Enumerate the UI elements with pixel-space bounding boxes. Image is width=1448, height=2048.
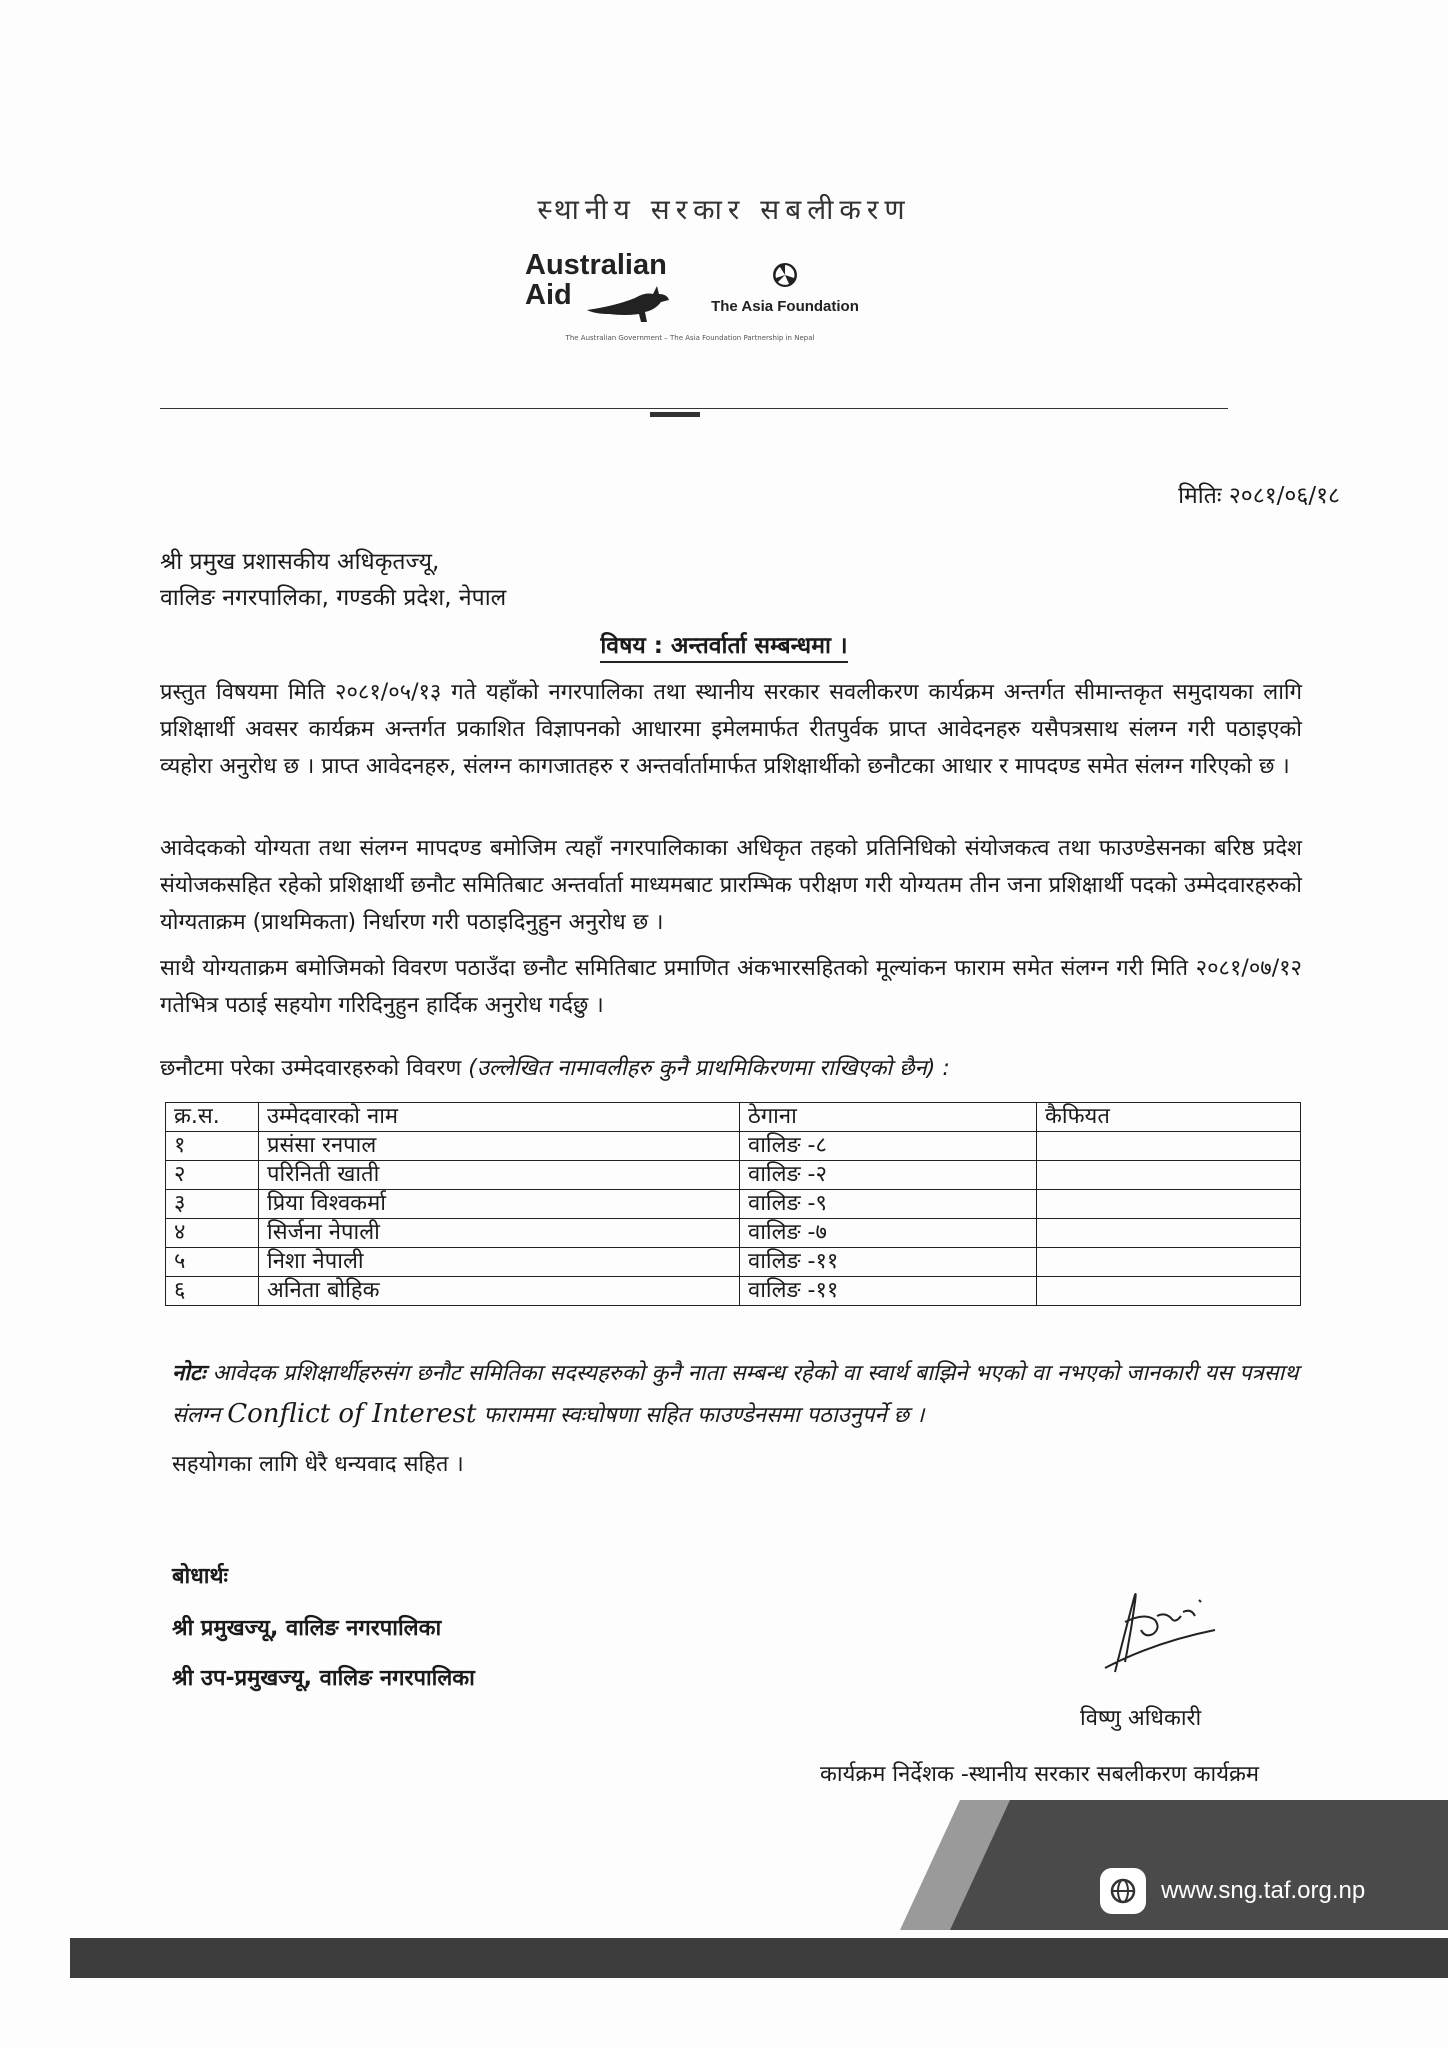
recipient-block — [160, 544, 506, 616]
cc-heading: बोधार्थः — [172, 1564, 228, 1589]
header-divider — [160, 408, 1228, 409]
handwritten-signature — [1095, 1572, 1225, 1682]
candidates-table — [165, 1102, 1301, 1306]
note-label: नोटः — [172, 1361, 206, 1386]
signer-title: कार्यक्रम निर्देशक -स्थानीय सरकार सबलीकरण कार्यक्रम — [820, 1762, 1260, 1787]
footer-band — [0, 1800, 1448, 2048]
cell-address: वालिङ -२ — [740, 1161, 1037, 1190]
cell-remarks — [1037, 1132, 1301, 1161]
table-row — [166, 1190, 1301, 1219]
footer-website-url[interactable]: www.sng.taf.org.np — [1161, 1877, 1366, 1904]
footer-website — [1100, 1868, 1365, 1920]
table-intro — [160, 1052, 950, 1082]
cc-line-1: श्री प्रमुखज्यू, वालिङ नगरपालिका — [172, 1616, 442, 1641]
header-remarks: कैफियत — [1037, 1103, 1301, 1132]
letter-date: मितिः २०८१/०६/१८ — [1178, 483, 1340, 509]
letterhead-title: स्थानीय सरकार सबलीकरण — [537, 193, 911, 226]
cell-address: वालिङ -९ — [740, 1190, 1037, 1219]
thanks-line: सहयोगका लागि धेरै धन्यवाद सहित । — [172, 1452, 464, 1477]
note-block — [172, 1354, 1302, 1436]
table-intro-main: छनौटमा परेका उम्मेदवारहरुको विवरण — [160, 1056, 462, 1081]
table-intro-note: (उल्लेखित नामावलीहरु कुनै प्राथमिकिरणमा राखिएको छैन) : — [468, 1056, 950, 1081]
cell-remarks — [1037, 1219, 1301, 1248]
subject-line — [0, 628, 1448, 660]
note-text-1: आवेदक प्रशिक्षार्थीहरुसंग छनौट समितिका सदस्यहरुको कुनै नाता सम्बन्ध रहेको वा स्वार्थ बाझिने भएको वा नभएको जानकारी यस पत्रसाथ संलग्न — [172, 1361, 1299, 1428]
logo-aa-line1: Australian — [525, 249, 667, 281]
cell-name: निशा नेपाली — [259, 1248, 740, 1277]
australian-aid-logo — [525, 250, 705, 330]
logo-aa-line2: Aid — [525, 279, 572, 311]
conflict-of-interest-text: Conflict of Interest — [227, 1399, 477, 1429]
globe-icon — [1100, 1868, 1146, 1914]
cell-name: प्रिया विश्वकर्मा — [259, 1190, 740, 1219]
cell-name: सिर्जना नेपाली — [259, 1219, 740, 1248]
header-divider-mark — [650, 412, 700, 417]
table-row — [166, 1277, 1301, 1306]
signer-name: विष्णु अधिकारी — [1080, 1706, 1202, 1731]
body-paragraph-2: आवेदकको योग्यता तथा संलग्न मापदण्ड बमोजिम त्यहाँ नगरपालिकाका अधिकृत तहको प्रतिनिधिको संयोजकत्व तथा फाउण्डेसनका बरिष्ठ प्रदेश संयोजकसहित रहेको प्रशिक्षार्थी छनौट समितिबाट अन्तर्वार्ता माध्यमबाट प्रारम्भिक परीक्षण गरी योग्यतम तीन जना प्रशिक्षार्थी पदको उम्मेदवारहरुको योग्यताक्रम (प्राथमिकता) निर्धारण गरी पठाइदिनुहुन अनुरोध छ । — [160, 836, 1302, 935]
cell-name: प्रसंसा रनपाल — [259, 1132, 740, 1161]
cell-remarks — [1037, 1248, 1301, 1277]
note-text-2: फाराममा स्वःघोषणा सहित फाउण्डेनसमा पठाउनुपर्ने छ । — [483, 1403, 925, 1428]
cell-address: वालिङ -११ — [740, 1248, 1037, 1277]
table-row — [166, 1132, 1301, 1161]
cell-serial: ४ — [166, 1219, 259, 1248]
asia-foundation-logo — [705, 262, 865, 315]
partnership-tagline: The Australian Government – The Asia Foundation Partnership in Nepal — [565, 334, 815, 342]
header-address: ठेगाना — [740, 1103, 1037, 1132]
cell-name: परिनिती खाती — [259, 1161, 740, 1190]
cell-name: अनिता बोहिक — [259, 1277, 740, 1306]
table-header-row — [166, 1103, 1301, 1132]
cell-address: वालिङ -११ — [740, 1277, 1037, 1306]
recipient-line-2: वालिङ नगरपालिका, गण्डकी प्रदेश, नेपाल — [160, 585, 507, 611]
cc-line-2: श्री उप-प्रमुखज्यू, वालिङ नगरपालिका — [172, 1666, 475, 1691]
header-name: उम्मेदवारको नाम — [259, 1103, 740, 1132]
body-paragraph-3: साथै योग्यताक्रम बमोजिमको विवरण पठाउँदा छनौट समितिबाट प्रमाणित अंकभारसहितको मूल्यांकन फाराम समेत संलग्न गरी मिति २०८१/०७/१२ गतेभित्र पठाई सहयोग गरिदिनुहुन हार्दिक अनुरोध गर्दछु । — [160, 956, 1302, 1018]
cell-serial: ५ — [166, 1248, 259, 1277]
cell-remarks — [1037, 1190, 1301, 1219]
header-serial: क्र.स. — [166, 1103, 259, 1132]
table-row — [166, 1161, 1301, 1190]
table-row — [166, 1248, 1301, 1277]
body-paragraph-1: प्रस्तुत विषयमा मिति २०८१/०५/१३ गते यहाँको नगरपालिका तथा स्थानीय सरकार सवलीकरण कार्यक्रम अन्तर्गत सीमान्तकृत समुदायका लागि प्रशिक्षार्थी अवसर कार्यक्रम अन्तर्गत प्रकाशित विज्ञापनको आधारमा इमेलमार्फत रीतपुर्वक प्राप्त आवेदनहरु यसैपत्रसाथ संलग्न गरी पठाइएको व्यहोरा अनुरोध छ । प्राप्त आवेदनहरु, संलग्न कागजातहरु र अन्तर्वार्तामार्फत प्रशिक्षार्थीको छनौटका आधार र मापदण्ड समेत संलग्न गरिएको छ । — [160, 680, 1302, 779]
asia-foundation-logo-text: The Asia Foundation — [711, 298, 859, 315]
cell-remarks — [1037, 1277, 1301, 1306]
cell-address: वालिङ -७ — [740, 1219, 1037, 1248]
table-row — [166, 1219, 1301, 1248]
kangaroo-icon — [585, 280, 675, 324]
cell-serial: ३ — [166, 1190, 259, 1219]
cell-serial: २ — [166, 1161, 259, 1190]
cell-address: वालिङ -८ — [740, 1132, 1037, 1161]
cell-serial: ६ — [166, 1277, 259, 1306]
cell-serial: १ — [166, 1132, 259, 1161]
subject-text: विषय : अन्तर्वार्ता सम्बन्धमा । — [600, 633, 847, 663]
asia-foundation-emblem-icon — [772, 262, 798, 288]
recipient-line-1: श्री प्रमुख प्रशासकीय अधिकृतज्यू, — [160, 549, 440, 575]
cell-remarks — [1037, 1161, 1301, 1190]
